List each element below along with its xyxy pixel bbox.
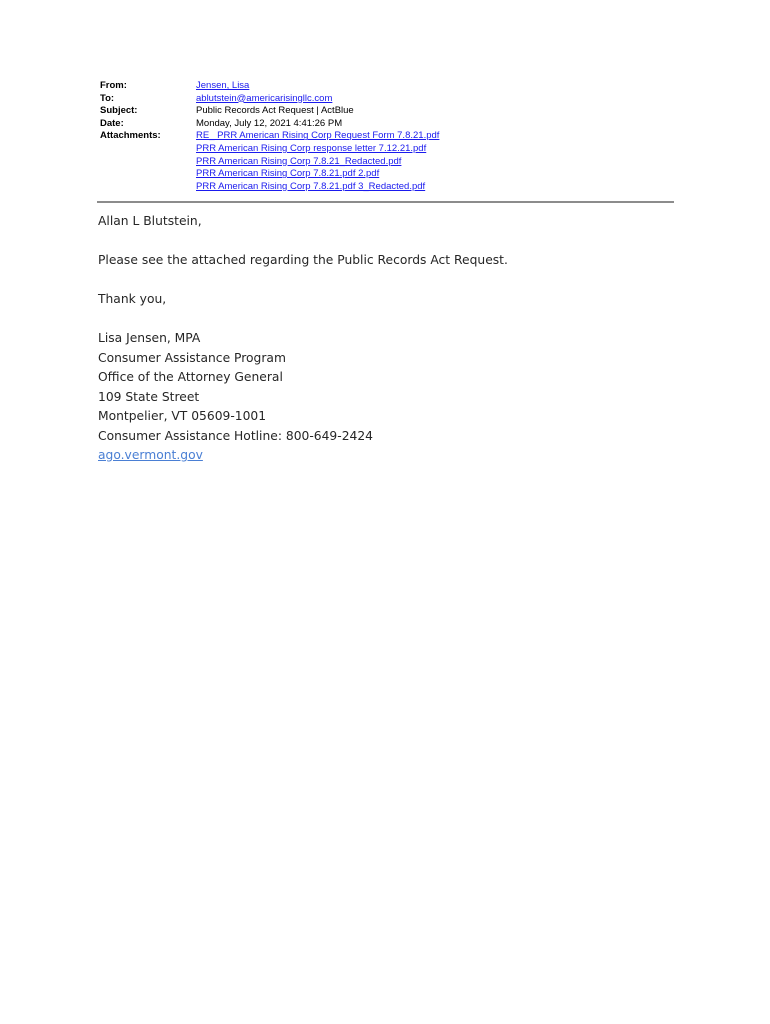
attachments-row — [100, 130, 680, 193]
to-row — [100, 93, 680, 106]
attachment-link[interactable]: PRR American Rising Corp 7.8.21.pdf 3_Redacted.pdf — [196, 180, 426, 192]
subject-label: Subject: — [100, 105, 138, 117]
attachment-link[interactable]: PRR American Rising Corp 7.8.21_Redacted.pdf — [196, 155, 402, 167]
attachment-link[interactable]: PRR American Rising Corp 7.8.21.pdf 2.pdf — [196, 168, 380, 180]
email-header — [100, 80, 680, 193]
signature-block — [98, 329, 674, 466]
signature-office: Office of the Attorney General — [98, 370, 283, 384]
signature-hotline: Consumer Assistance Hotline: 800-649-2424 — [98, 428, 373, 443]
subject-value: Public Records Act Request | ActBlue — [196, 105, 354, 117]
signature-street: 109 State Street — [98, 389, 200, 404]
date-value: Monday, July 12, 2021 4:41:26 PM — [196, 117, 343, 129]
website-link[interactable]: ago.vermont.gov — [98, 448, 203, 462]
subject-row — [100, 105, 680, 118]
attachments-label: Attachments: — [100, 130, 161, 142]
attachment-link[interactable]: RE_ PRR American Rising Corp Request Form 7.8.21.pdf — [196, 130, 440, 142]
to-label: To: — [100, 92, 115, 104]
signature-name: Lisa Jensen, MPA — [98, 331, 201, 345]
from-row — [100, 80, 680, 93]
date-row — [100, 118, 680, 131]
from-label: From: — [100, 80, 127, 91]
attachments-list — [196, 130, 680, 193]
email-body — [98, 212, 674, 466]
date-label: Date: — [100, 117, 124, 129]
closing: Thank you, — [98, 292, 167, 306]
message: Please see the attached regarding the Public Records Act Request. — [98, 253, 508, 267]
attachment-link[interactable]: PRR American Rising Corp response letter 7.12.21.pdf — [196, 142, 427, 154]
to-value-link[interactable]: ablutstein@americarisingllc.com — [196, 92, 333, 104]
signature-city: Montpelier, VT 05609-1001 — [98, 409, 267, 423]
greeting: Allan L Blutstein, — [98, 214, 202, 228]
header-divider — [97, 201, 674, 203]
signature-program: Consumer Assistance Program — [98, 350, 286, 365]
from-value-link[interactable]: Jensen, Lisa — [196, 80, 250, 91]
